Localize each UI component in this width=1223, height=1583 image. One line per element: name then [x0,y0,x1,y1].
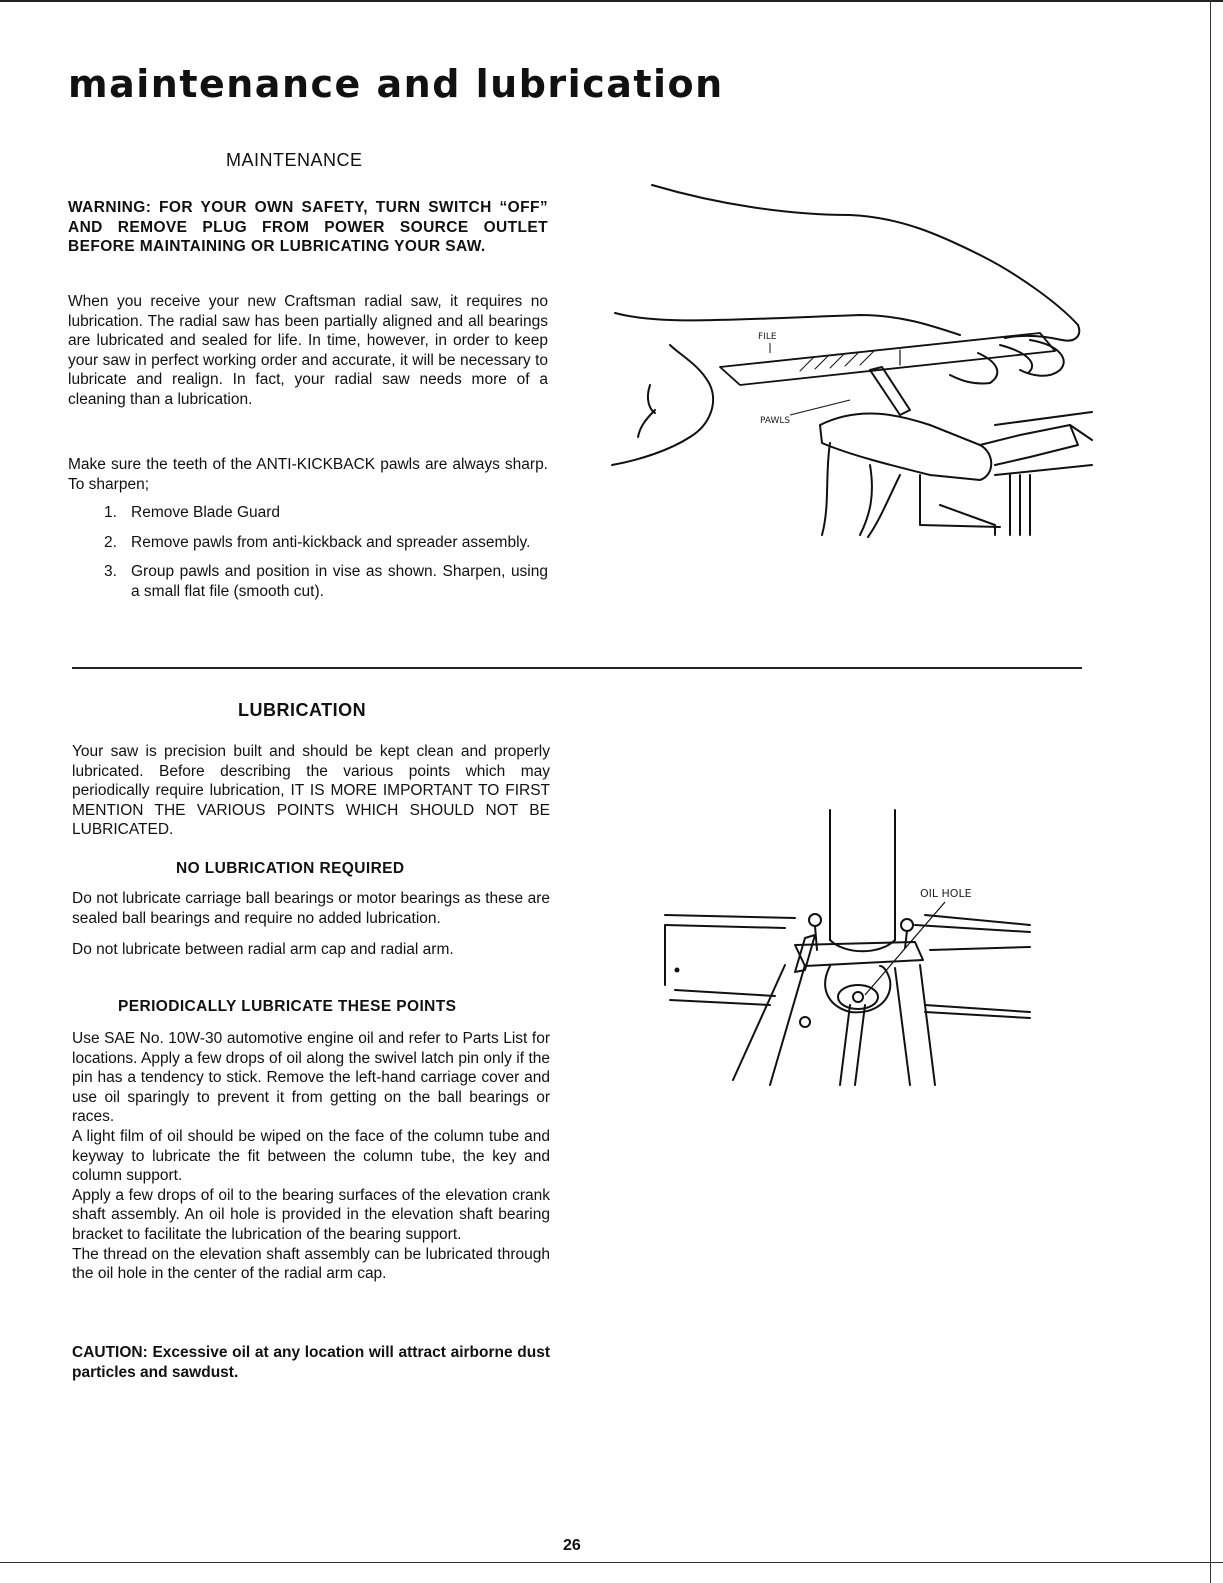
caution-note [72,1343,550,1382]
pawl-sharpening-illustration [600,175,1100,545]
step-text: Group pawls and position in vise as shown. Sharpen, using a small flat file (smooth cut). [131,563,548,600]
warning-text: WARNING: FOR YOUR OWN SAFETY, TURN SWITCH “OFF” AND REMOVE PLUG FROM POWER SOURCE OUTLET BEFORE MAINTAINING OR LUBRICATING YOUR SAW. [68,199,548,255]
no-lub-text-2: Do not lubricate between radial arm cap and radial arm. [72,941,454,959]
periodic-text-2: A light film of oil should be wiped on the face of the column tube and keyway to lubricate the fit between the column tube, the key and column support. [72,1127,550,1185]
section-divider [72,667,1082,669]
lubrication-heading: LUBRICATION [238,700,367,720]
caution-text: CAUTION: Excessive oil at any location will attract airborne dust particles and sawdust. [72,1344,550,1381]
periodic-lubrication-section [72,1029,550,1284]
step-text: Remove Blade Guard [131,504,281,521]
file-label: FILE [758,332,777,342]
anti-kickback-paragraph [68,455,548,494]
page-border-top [0,0,1223,2]
safety-warning [68,198,548,257]
periodic-text-4: The thread on the elevation shaft assembly can be lubricated through the oil hole in the center of the radial arm cap. [72,1245,550,1283]
sharpen-steps-list [68,503,548,611]
list-item [68,503,548,523]
step-number: 2. [104,533,117,551]
page-border-right [1210,0,1211,1583]
page-number: 26 [563,1537,581,1554]
list-item [68,562,548,601]
oil-hole-dot [675,968,680,973]
lubrication-intro [72,742,550,840]
oil-hole-illustration [655,800,1055,1090]
maintenance-heading: MAINTENANCE [226,150,363,170]
periodic-text-3: Apply a few drops of oil to the bearing surfaces of the elevation crank shaft assembly. An oil hole is provided in the elevation shaft bearing bracket to facilitate the lubrication of the bearing support. [72,1186,550,1243]
list-item [68,533,548,553]
no-lub-text-1: Do not lubricate carriage ball bearings or motor bearings as these are sealed ball bearings and require no added lubrication. [72,890,550,927]
anti-kickback-text: Make sure the teeth of the ANTI-KICKBACK pawls are always sharp. To sharpen; [68,456,548,493]
no-lubrication-heading: NO LUBRICATION REQUIRED [176,860,405,877]
step-number: 3. [104,563,117,581]
maintenance-intro [68,292,548,410]
step-text: Remove pawls from anti-kickback and spreader assembly. [131,533,531,551]
pawls-label: PAWLS [760,416,791,426]
oil-hole-label: OIL HOLE [920,887,972,900]
periodic-text-1: Use SAE No. 10W-30 automotive engine oil and refer to Parts List for locations. Apply a few drops of oil along the swivel latch pin only if the pin has a tendency to stick. Remove the left-hand carriage cover and use oil sparingly to prevent it from getting on the ball bearings or races. [72,1030,550,1126]
page-border-bottom [0,1562,1223,1563]
lubrication-intro-text: Your saw is precision built and should be kept clean and properly lubricated. Before describing the various points which may periodically require lubrication, IT IS MORE IMPORTANT TO FIRST MENTION THE VARIOUS POINTS WHICH SHOULD NOT BE LUBRICATED. [72,743,550,839]
step-number: 1. [104,504,117,521]
periodic-lubrication-heading: PERIODICALLY LUBRICATE THESE POINTS [118,998,457,1015]
maintenance-intro-text: When you receive your new Craftsman radial saw, it requires no lubrication. The radial saw has been partially aligned and all bearings are lubricated and sealed for life. In time, however, in order to keep your saw in perfect working order and accurate, it will be necessary to lubricate and realign. In fact, your radial saw needs more of a cleaning than a lubrication. [68,293,548,408]
page-title: maintenance and lubrication [68,62,724,106]
no-lubrication-section [72,889,550,960]
